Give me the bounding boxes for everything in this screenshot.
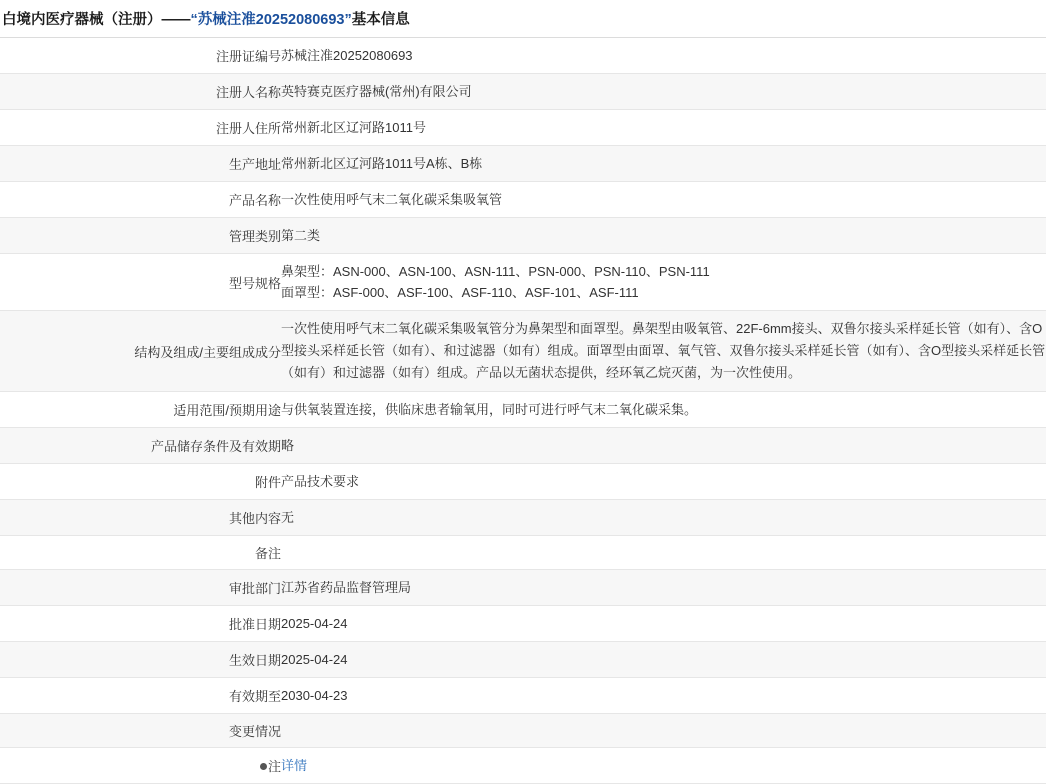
table-row [0, 254, 1046, 311]
row-label: 批准日期 [0, 606, 281, 642]
row-label: 适用范围/预期用途 [0, 392, 281, 428]
row-value: 第二类 [281, 218, 1046, 254]
model-spec-line-2: 面罩型：ASF-000、ASF-100、ASF-110、ASF-101、ASF-111 [281, 285, 639, 300]
row-label: 备注 [0, 536, 281, 570]
table-row [0, 74, 1046, 110]
row-label: 注册人名称 [0, 74, 281, 110]
table-row [0, 570, 1046, 606]
row-label: 注册证编号 [0, 38, 281, 74]
page-title-suffix: 基本信息 [351, 12, 410, 28]
table-row [0, 714, 1046, 748]
row-value [281, 536, 1046, 570]
registration-info-table [0, 38, 1046, 784]
table-row [0, 146, 1046, 182]
table-row [0, 642, 1046, 678]
note-label-text: 注 [267, 759, 281, 774]
row-value [281, 714, 1046, 748]
row-value: 2025-04-24 [281, 642, 1046, 678]
row-label: 变更情况 [0, 714, 281, 748]
row-label: 结构及组成/主要组成成分 [0, 311, 281, 392]
row-label: 产品储存条件及有效期 [0, 428, 281, 464]
row-label: 其他内容 [0, 500, 281, 536]
row-value: 一次性使用呼气末二氧化碳采集吸氧管 [281, 182, 1046, 218]
row-label: 生产地址 [0, 146, 281, 182]
row-label: 审批部门 [0, 570, 281, 606]
page-title-highlight: “苏械注准20252080693” [190, 12, 352, 28]
table-row [0, 500, 1046, 536]
note-value [281, 748, 1046, 784]
table-row-note [0, 748, 1046, 784]
note-label [0, 748, 281, 784]
table-body [0, 38, 1046, 784]
row-value: 常州新北区辽河路1011号A栋、B栋 [281, 146, 1046, 182]
table-row [0, 218, 1046, 254]
row-value: 2025-04-24 [281, 606, 1046, 642]
table-row [0, 536, 1046, 570]
table-row [0, 678, 1046, 714]
row-value [281, 254, 1046, 311]
bullet-dot-icon [260, 763, 267, 770]
table-row [0, 182, 1046, 218]
row-value: 略 [281, 428, 1046, 464]
table-row [0, 110, 1046, 146]
row-value: 苏械注准20252080693 [281, 38, 1046, 74]
row-value: 2030-04-23 [281, 678, 1046, 714]
table-row [0, 606, 1046, 642]
row-value [281, 311, 1046, 392]
row-value: 无 [281, 500, 1046, 536]
row-label: 管理类别 [0, 218, 281, 254]
page-title [0, 8, 410, 29]
row-label: 注册人住所 [0, 110, 281, 146]
page-header [0, 0, 1046, 38]
table-row [0, 428, 1046, 464]
row-label: 有效期至 [0, 678, 281, 714]
row-value: 英特赛克医疗器械(常州)有限公司 [281, 74, 1046, 110]
model-spec-line-1: 鼻架型：ASN-000、ASN-100、ASN-111、PSN-000、PSN-110、PSN-111 [281, 264, 710, 279]
structure-composition-text: 一次性使用呼气末二氧化碳采集吸氧管分为鼻架型和面罩型。鼻架型由吸氧管、22F-6mm接头、双鲁尔接头采样延长管（如有）、含O型接头采样延长管（如有）、和过滤器（如有）组成。面罩型由面罩、氧气管、双鲁尔接头采样延长管（如有）、含O型接头采样延长管（如有）和过滤器（如有）组成。产品以无菌状态提供，经环氧乙烷灭菌，为一次性使用。 [281, 321, 1046, 380]
row-value: 产品技术要求 [281, 464, 1046, 500]
row-label: 型号规格 [0, 254, 281, 311]
row-value: 与供氧装置连接，供临床患者输氧用，同时可进行呼气末二氧化碳采集。 [281, 392, 1046, 428]
table-row [0, 311, 1046, 392]
detail-link[interactable]: 详情 [281, 758, 308, 773]
table-row [0, 392, 1046, 428]
row-label: 产品名称 [0, 182, 281, 218]
page-title-prefix: 白境内医疗器械（注册）—— [2, 12, 191, 28]
row-label: 生效日期 [0, 642, 281, 678]
row-value: 常州新北区辽河路1011号 [281, 110, 1046, 146]
table-row [0, 464, 1046, 500]
table-row [0, 38, 1046, 74]
row-label: 附件 [0, 464, 281, 500]
row-value: 江苏省药品监督管理局 [281, 570, 1046, 606]
